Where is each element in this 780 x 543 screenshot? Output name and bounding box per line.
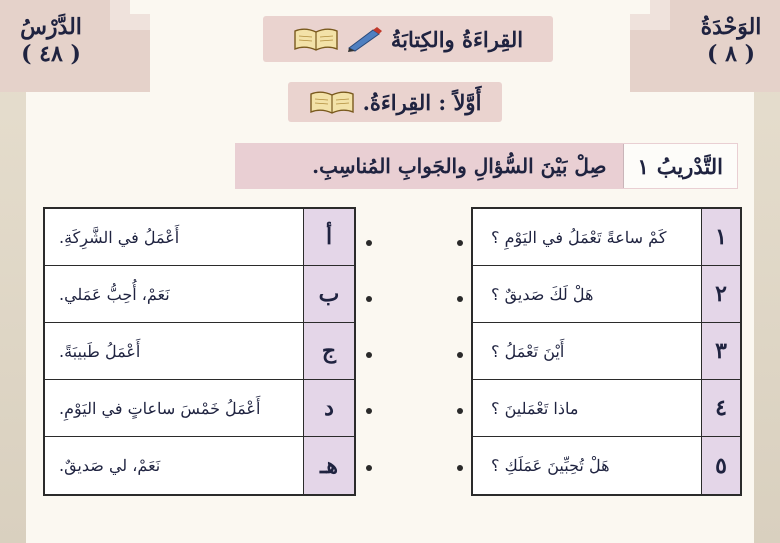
answer-b-dot[interactable]	[366, 296, 372, 302]
question-text: أَيْنَ تَعْمَلُ ؟	[491, 341, 565, 361]
question-row	[473, 266, 740, 323]
exercise-number: ١	[637, 153, 649, 179]
question-text: هَلْ لَكَ صَديقٌ ؟	[491, 284, 594, 304]
answer-text: أَعْمَلُ طَبيبَةً.	[59, 341, 141, 361]
answer-letter: أ	[303, 209, 354, 265]
question-number: ٥	[701, 437, 740, 494]
question-3-dot[interactable]	[457, 352, 463, 358]
answer-row	[45, 380, 354, 437]
questions-table	[471, 207, 742, 496]
answer-c-dot[interactable]	[366, 352, 372, 358]
answer-text: نَعَمْ، أُحِبُّ عَمَلي.	[59, 284, 170, 304]
reading-subtitle-banner	[288, 82, 502, 122]
answer-e-dot[interactable]	[366, 465, 372, 471]
open-book-icon	[309, 89, 355, 115]
exercise-label-box	[623, 144, 737, 188]
question-row	[473, 380, 740, 437]
question-number: ٣	[701, 323, 740, 379]
exercise-heading	[235, 143, 738, 189]
answer-row	[45, 266, 354, 323]
answer-letter: هـ	[303, 437, 354, 494]
question-1-dot[interactable]	[457, 240, 463, 246]
exercise-label: التَّدْريبُ	[656, 153, 723, 179]
question-row	[473, 323, 740, 380]
question-row	[473, 437, 740, 494]
unit-corner	[630, 0, 780, 92]
question-number: ١	[701, 209, 740, 265]
question-5-dot[interactable]	[457, 465, 463, 471]
question-text: ماذا تَعْمَلينَ ؟	[491, 398, 579, 418]
answer-text: نَعَمْ، لي صَديقٌ.	[59, 456, 161, 475]
question-row	[473, 209, 740, 266]
reading-subtitle: أَوَّلاً : القِراءَةُ.	[362, 89, 482, 115]
answer-row	[45, 323, 354, 380]
question-number: ٤	[701, 380, 740, 436]
exercise-instruction: صِلْ بَيْنَ السُّؤالِ والجَوابِ المُناسِبِ.	[312, 154, 607, 178]
answer-d-dot[interactable]	[366, 408, 372, 414]
unit-label: الوَحْدَةُ	[700, 14, 762, 40]
question-number: ٢	[701, 266, 740, 322]
answer-text: أَعْمَلُ في الشَّرِكَةِ.	[59, 227, 180, 247]
answer-letter: ب	[303, 266, 354, 322]
lesson-corner	[0, 0, 150, 92]
pen-icon	[347, 26, 383, 52]
section-title: القِراءَةُ والكِتابَةُ	[390, 26, 524, 52]
answer-text: أَعْمَلُ خَمْسَ ساعاتٍ في اليَوْمِ.	[59, 398, 261, 418]
answers-table	[43, 207, 356, 496]
open-book-icon	[293, 26, 339, 52]
question-text: كَمْ ساعةً تَعْمَلُ في اليَوْمِ ؟	[491, 227, 667, 247]
answer-letter: د	[303, 380, 354, 436]
question-4-dot[interactable]	[457, 408, 463, 414]
answer-row	[45, 437, 354, 494]
lesson-number: ( ٤٨ )	[21, 41, 81, 67]
answer-letter: ج	[303, 323, 354, 379]
answer-a-dot[interactable]	[366, 240, 372, 246]
section-title-banner	[263, 16, 553, 62]
question-text: هَلْ تُحِبِّينَ عَمَلَكِ ؟	[491, 456, 610, 475]
answer-row	[45, 209, 354, 266]
unit-number: ( ٨ )	[707, 41, 755, 67]
lesson-label: الدَّرْسُ	[20, 14, 82, 40]
question-2-dot[interactable]	[457, 296, 463, 302]
